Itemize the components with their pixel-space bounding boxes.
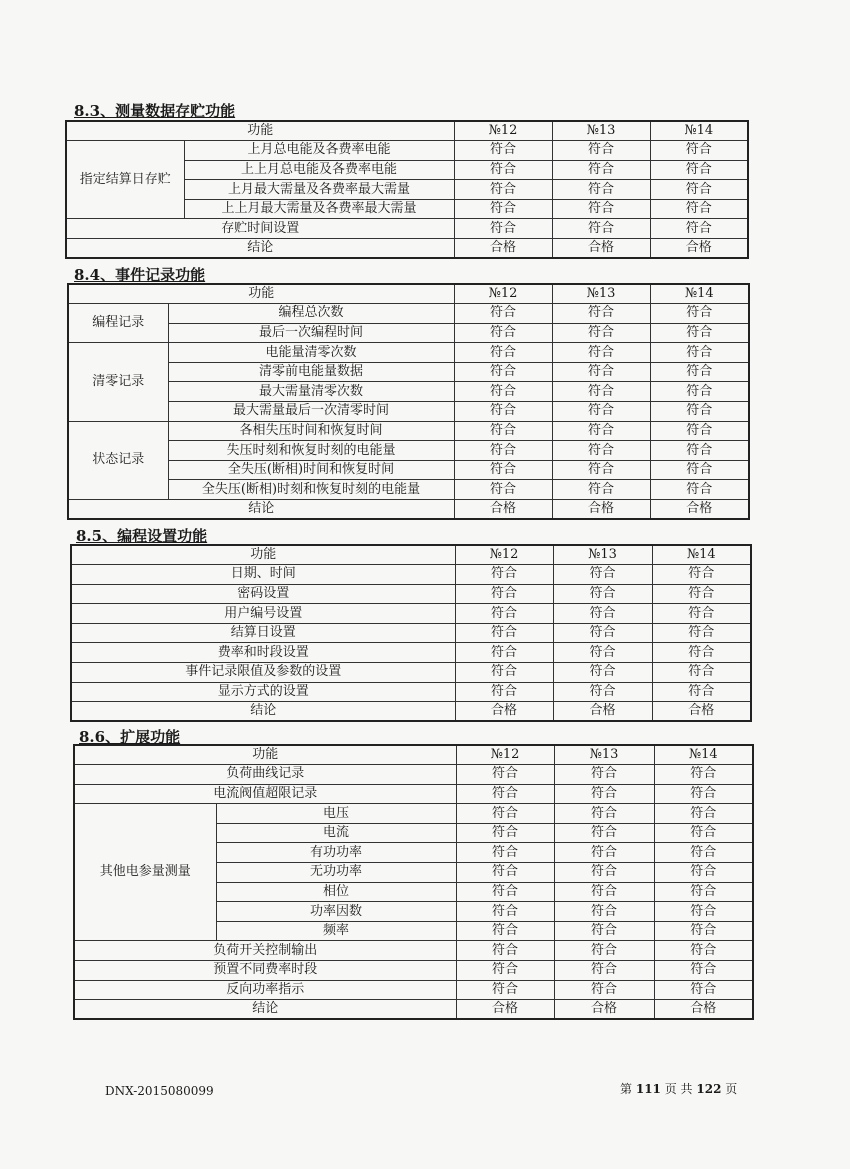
item-label: 相位 [216,882,456,902]
result-cell: 符合 [650,480,749,500]
item-label: 功率因数 [216,902,456,922]
table-row [71,565,751,585]
table-header-row [68,284,749,304]
table-row [66,141,748,161]
table-row [74,784,753,804]
table-row [68,441,749,461]
result-cell: 符合 [455,565,553,585]
result-cell: 符合 [456,765,554,785]
result-cell: 符合 [552,160,650,180]
result-cell: 符合 [456,882,554,902]
programming-settings-table [70,544,752,722]
conclusion-row [68,500,749,520]
result-cell: 符合 [554,921,654,941]
table-header-row [66,121,748,141]
result-cell: 符合 [454,480,552,500]
conclusion-row [74,1000,753,1020]
item-label: 电流 [216,823,456,843]
result-cell: 符合 [553,643,652,663]
result-cell: 符合 [650,460,749,480]
table-row [74,765,753,785]
conclusion-cell: 合格 [650,239,748,259]
item-label: 预置不同费率时段 [74,961,456,981]
header-function: 功能 [66,121,454,141]
result-cell: 符合 [654,843,753,863]
result-cell: 符合 [654,941,753,961]
result-cell: 符合 [654,863,753,883]
conclusion-cell: 合格 [552,239,650,259]
table-row [74,980,753,1000]
result-cell: 符合 [654,921,753,941]
header-no12: №12 [454,121,552,141]
result-cell: 符合 [650,421,749,441]
conclusion-row [66,239,748,259]
page-number: 111 [635,1082,661,1096]
header-no13: №13 [552,121,650,141]
header-no12: №12 [456,745,554,765]
event-record-table [67,283,750,520]
item-label: 最大需量清零次数 [168,382,454,402]
result-cell: 符合 [553,565,652,585]
result-cell: 符合 [652,565,751,585]
table-row [74,804,753,824]
storage-function-table [65,120,749,259]
page-total: 122 [696,1082,722,1096]
result-cell: 符合 [554,941,654,961]
item-label: 失压时刻和恢复时刻的电能量 [168,441,454,461]
result-cell: 符合 [650,441,749,461]
item-label: 全失压(断相)时刻和恢复时刻的电能量 [168,480,454,500]
group-label: 其他电参量测量 [74,804,216,941]
item-label: 上上月总电能及各费率电能 [184,160,454,180]
header-no13: №13 [554,745,654,765]
table-row [68,304,749,324]
table-row [68,323,749,343]
result-cell: 符合 [650,160,748,180]
section-title-8-4: 8.4、事件记录功能 [74,266,206,284]
conclusion-cell: 合格 [652,702,751,722]
item-label: 负荷开关控制输出 [74,941,456,961]
result-cell: 符合 [455,623,553,643]
result-cell: 符合 [654,902,753,922]
header-no14: №14 [654,745,753,765]
result-cell: 符合 [652,643,751,663]
result-cell: 符合 [654,765,753,785]
item-label: 最大需量最后一次清零时间 [168,402,454,422]
item-label: 事件记录限值及参数的设置 [71,663,455,683]
result-cell: 符合 [553,584,652,604]
result-cell: 符合 [554,843,654,863]
page-mid: 页 共 [664,1082,693,1096]
item-label: 显示方式的设置 [71,682,455,702]
item-label: 最后一次编程时间 [168,323,454,343]
table-row [71,663,751,683]
conclusion-cell: 合格 [554,1000,654,1020]
result-cell: 符合 [454,323,552,343]
result-cell: 符合 [554,784,654,804]
conclusion-cell: 合格 [654,1000,753,1020]
table-header-row [71,545,751,565]
result-cell: 符合 [552,480,650,500]
header-no12: №12 [454,284,552,304]
result-cell: 符合 [456,804,554,824]
result-cell: 符合 [552,343,650,363]
result-cell: 符合 [650,362,749,382]
section-title-8-5: 8.5、编程设置功能 [76,527,208,545]
item-label: 全失压(断相)时间和恢复时间 [168,460,454,480]
conclusion-label: 结论 [74,1000,456,1020]
table-row [71,584,751,604]
conclusion-cell: 合格 [553,702,652,722]
result-cell: 符合 [650,219,748,239]
section-title-8-3: 8.3、测量数据存贮功能 [74,102,236,120]
item-label: 各相失压时间和恢复时间 [168,421,454,441]
result-cell: 符合 [554,980,654,1000]
result-cell: 符合 [552,219,650,239]
table-row [71,623,751,643]
result-cell: 符合 [553,682,652,702]
result-cell: 符合 [650,304,749,324]
result-cell: 符合 [552,382,650,402]
item-label: 上月最大需量及各费率最大需量 [184,180,454,200]
result-cell: 符合 [650,402,749,422]
table-row [71,682,751,702]
item-label: 上月总电能及各费率电能 [184,141,454,161]
table-row [71,604,751,624]
result-cell: 符合 [654,823,753,843]
result-cell: 符合 [454,421,552,441]
result-cell: 符合 [454,441,552,461]
group-label: 状态记录 [68,421,168,499]
result-cell: 符合 [552,402,650,422]
result-cell: 符合 [454,180,552,200]
result-cell: 符合 [654,804,753,824]
item-label: 密码设置 [71,584,455,604]
table-row [74,941,753,961]
header-no12: №12 [455,545,553,565]
header-function: 功能 [68,284,454,304]
result-cell: 符合 [456,921,554,941]
result-cell: 符合 [650,141,748,161]
conclusion-cell: 合格 [650,500,749,520]
result-cell: 符合 [456,961,554,981]
result-cell: 符合 [456,843,554,863]
result-cell: 符合 [454,219,552,239]
item-label: 电能量清零次数 [168,343,454,363]
result-cell: 符合 [455,584,553,604]
result-cell: 符合 [654,784,753,804]
result-cell: 符合 [650,382,749,402]
result-cell: 符合 [552,323,650,343]
result-cell: 符合 [650,323,749,343]
result-cell: 符合 [454,343,552,363]
item-label: 负荷曲线记录 [74,765,456,785]
conclusion-label: 结论 [66,239,454,259]
result-cell: 符合 [455,643,553,663]
item-label: 用户编号设置 [71,604,455,624]
page-suffix: 页 [725,1082,738,1096]
item-label: 日期、时间 [71,565,455,585]
result-cell: 符合 [454,304,552,324]
result-cell: 符合 [456,823,554,843]
group-label: 清零记录 [68,343,168,421]
item-label: 频率 [216,921,456,941]
result-cell: 符合 [455,663,553,683]
page-prefix: 第 [620,1082,633,1096]
table-row [68,402,749,422]
item-label: 反向功率指示 [74,980,456,1000]
conclusion-row [71,702,751,722]
item-label: 费率和时段设置 [71,643,455,663]
result-cell: 符合 [456,902,554,922]
result-cell: 符合 [554,863,654,883]
item-label: 上上月最大需量及各费率最大需量 [184,199,454,219]
item-label: 清零前电能量数据 [168,362,454,382]
result-cell: 符合 [650,199,748,219]
result-cell: 符合 [650,343,749,363]
item-label: 存贮时间设置 [66,219,454,239]
result-cell: 符合 [554,882,654,902]
header-function: 功能 [71,545,455,565]
result-cell: 符合 [554,823,654,843]
result-cell: 符合 [652,682,751,702]
item-label: 结算日设置 [71,623,455,643]
result-cell: 符合 [552,362,650,382]
header-function: 功能 [74,745,456,765]
group-label: 编程记录 [68,304,168,343]
table-row [68,480,749,500]
table-row [66,219,748,239]
group-label: 指定结算日存贮 [66,141,184,219]
header-no13: №13 [553,545,652,565]
result-cell: 符合 [554,804,654,824]
conclusion-cell: 合格 [552,500,650,520]
table-row [68,343,749,363]
table-row [71,643,751,663]
section-title-8-6: 8.6、扩展功能 [79,728,181,746]
result-cell: 符合 [652,623,751,643]
result-cell: 符合 [553,623,652,643]
extended-function-table [73,744,754,1020]
conclusion-cell: 合格 [454,500,552,520]
conclusion-cell: 合格 [455,702,553,722]
conclusion-label: 结论 [71,702,455,722]
result-cell: 符合 [552,199,650,219]
result-cell: 符合 [455,604,553,624]
result-cell: 符合 [454,382,552,402]
result-cell: 符合 [554,902,654,922]
result-cell: 符合 [552,421,650,441]
table-row [68,421,749,441]
table-row [74,961,753,981]
page-indicator [620,1080,737,1097]
item-label: 有功功率 [216,843,456,863]
header-no14: №14 [650,121,748,141]
item-label: 无功功率 [216,863,456,883]
result-cell: 符合 [552,441,650,461]
document-number: DNX-2015080099 [105,1084,214,1098]
result-cell: 符合 [454,199,552,219]
header-no13: №13 [552,284,650,304]
result-cell: 符合 [456,941,554,961]
item-label: 编程总次数 [168,304,454,324]
table-row [68,460,749,480]
header-no14: №14 [650,284,749,304]
result-cell: 符合 [455,682,553,702]
result-cell: 符合 [456,863,554,883]
result-cell: 符合 [553,604,652,624]
result-cell: 符合 [454,141,552,161]
item-label: 电流阀值超限记录 [74,784,456,804]
table-row [68,362,749,382]
result-cell: 符合 [652,584,751,604]
table-row [68,382,749,402]
conclusion-cell: 合格 [456,1000,554,1020]
conclusion-label: 结论 [68,500,454,520]
table-header-row [74,745,753,765]
result-cell: 符合 [552,141,650,161]
result-cell: 符合 [456,980,554,1000]
result-cell: 符合 [654,961,753,981]
result-cell: 符合 [552,304,650,324]
result-cell: 符合 [553,663,652,683]
result-cell: 符合 [650,180,748,200]
result-cell: 符合 [552,460,650,480]
result-cell: 符合 [456,784,554,804]
result-cell: 符合 [554,765,654,785]
item-label: 电压 [216,804,456,824]
result-cell: 符合 [454,460,552,480]
result-cell: 符合 [552,180,650,200]
result-cell: 符合 [454,362,552,382]
result-cell: 符合 [652,663,751,683]
result-cell: 符合 [652,604,751,624]
result-cell: 符合 [554,961,654,981]
result-cell: 符合 [454,160,552,180]
header-no14: №14 [652,545,751,565]
conclusion-cell: 合格 [454,239,552,259]
result-cell: 符合 [654,980,753,1000]
result-cell: 符合 [454,402,552,422]
result-cell: 符合 [654,882,753,902]
